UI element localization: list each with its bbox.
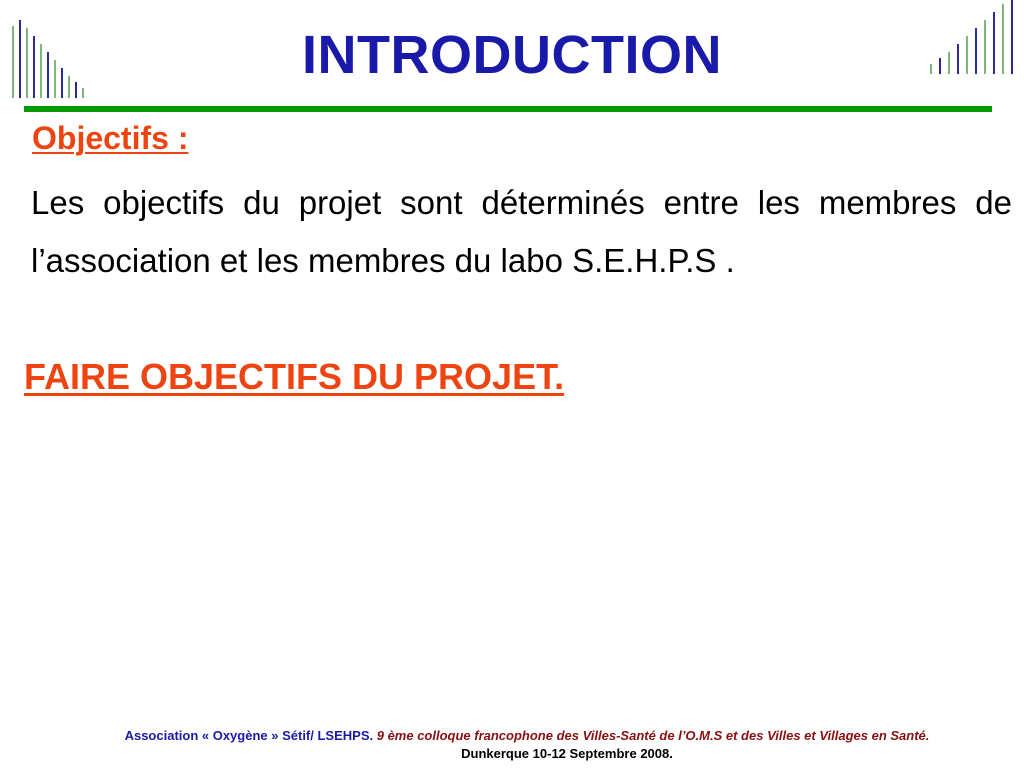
objectives-paragraph: Les objectifs du projet sont déterminés entre les membres de l’association et les membres du labo S.E.H.P.S .: [31, 184, 1012, 279]
decor-line: [82, 88, 84, 98]
title-divider: [24, 106, 992, 112]
footer-association: Association « Oxygène » Sétif/ LSEHPS.: [124, 728, 374, 743]
footer-credits: [0, 728, 1024, 743]
footer-location-date: Dunkerque 10-12 Septembre 2008.: [461, 746, 673, 761]
slide-title: INTRODUCTION: [302, 25, 722, 85]
section-label-objectifs: Objectifs :: [32, 120, 189, 156]
call-to-action-heading: FAIRE OBJECTIFS DU PROJET.: [24, 356, 565, 397]
footer-event: 9 ème colloque francophone des Villes-Santé de l’O.M.S et des Villes et Villages en Santé.: [373, 728, 930, 743]
